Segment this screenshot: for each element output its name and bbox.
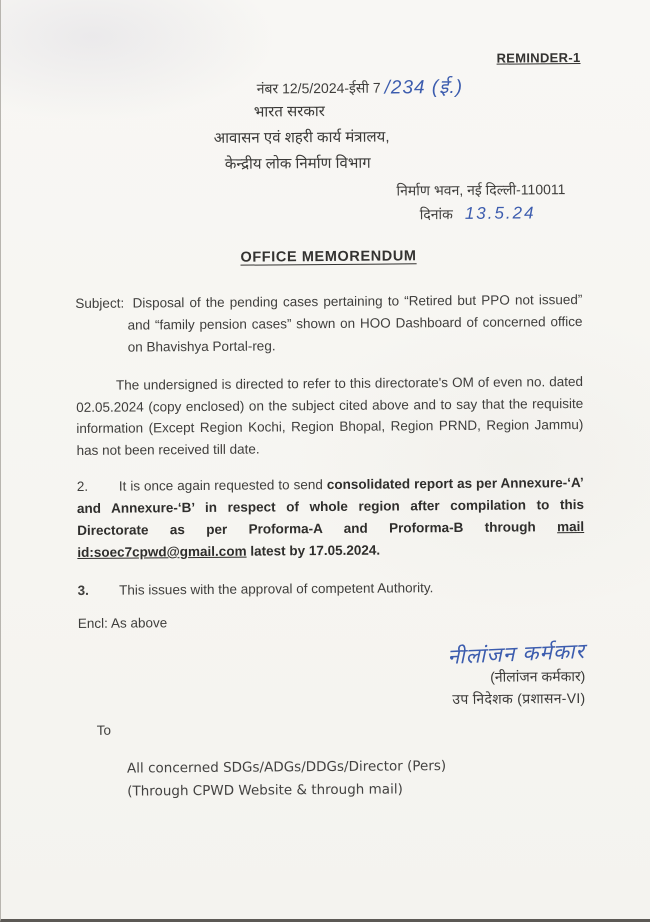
enclosure-note: Encl: As above [77,614,168,631]
paragraph-3-text: This issues with the approval of competent Authority. [119,580,434,598]
memo-title-text: OFFICE MEMORENDUM [240,248,417,266]
department-line: केन्द्रीय लोक निर्माण विभाग [224,154,371,173]
to-label: To [96,722,112,738]
paragraph-2-bold: consolidated report as per Annexure-‘A’ and Annexure-‘B’ in respect of whole region after compilation to this Directorate as per Proforma-A and Proforma-B through [76,474,585,538]
paragraph-3 [78,576,585,601]
government-of-india-line: भारत सरकार [253,103,325,121]
file-number-line [257,71,581,100]
paragraph-2-number: 2. [76,478,89,494]
addressee-line-2: (Through CPWD Website & through mail) [127,780,403,800]
file-number-printed: नंबर 12/5/2024-ईसी 7 [256,79,381,97]
paragraph-3-number: 3. [77,582,89,598]
office-address-line: निर्माण भवन, नई दिल्ली-110011 [396,181,566,199]
ministry-line: आवासन एवं शहरी कार्य मंत्रालय, [213,128,390,147]
date-value-handwritten: 13.5.24 [464,203,536,223]
memo-title [75,247,582,267]
addressee-line-1: All concerned SDGs/ADGs/DDGs/Director (Pers) [126,757,447,777]
subject-text: Disposal of the pending cases pertaining to “Retired but PPO not issued” and “family pension cases” shown on HOO Dashboard of concerned office on Bhavishya Portal-reg. [127,291,583,355]
signature-block [345,638,586,710]
paragraph-1: The undersigned is directed to refer to this directorate's OM of even no. dated 02.05.2024 (copy enclosed) on the subject cited above and to say that the requisite information (Except Region Kochi, Region Bhopal, Region PRND, Region Jammu) has not been received till date. [76,373,584,458]
date-label: दिनांक [419,206,453,223]
paragraph-2 [77,472,585,564]
subject-label: Subject: [75,295,125,311]
reminder-label [73,50,580,69]
scanned-memo-content [1,0,650,804]
signatory-designation: उप निदेशक (प्रशासन-VI) [452,689,586,707]
handwritten-signature: नीलांजन कर्मकार [447,639,586,669]
file-number-handwritten: /234 (ई.) [384,76,464,99]
addressee-block [127,753,586,803]
subject-block [75,289,583,359]
signatory-name: (नीलांजन कर्मकार) [490,667,586,685]
paragraph-2-deadline: latest by 17.05.2024. [250,542,381,559]
paragraph-2-email: mail id:soec7cpwd@gmail.com [77,518,585,560]
paragraph-2-text: It is once again requested to send [118,477,323,494]
date-line [420,201,582,226]
reminder-text: REMINDER-1 [496,49,581,66]
